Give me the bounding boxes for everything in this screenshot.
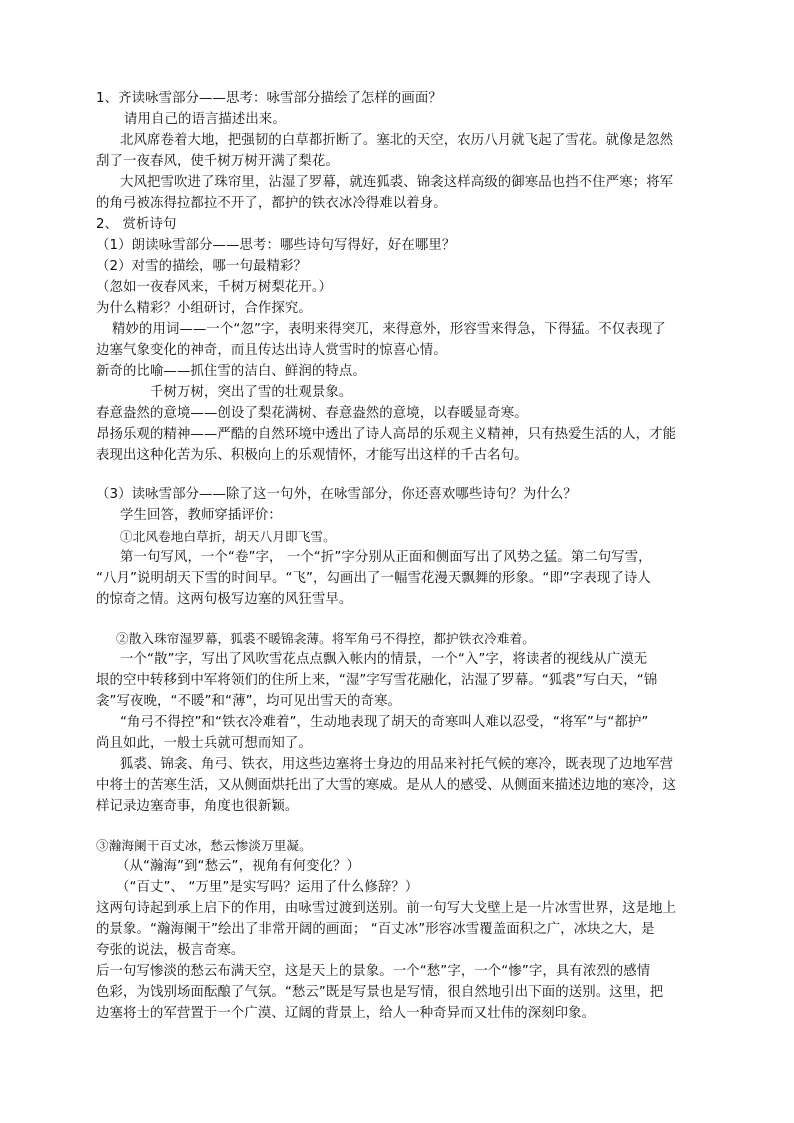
commentary-line: 样记录边塞奇事，角度也很新颖。 xyxy=(96,799,299,814)
guiding-question: （从“瀚海”到“愁云”，视角有何变化？） xyxy=(116,859,360,874)
analysis-line: 春意盎然的意境——创设了梨花满树、春意盎然的意境，以春暖显奇寒。 xyxy=(96,406,528,421)
commentary-line: “八月”说明胡天下雪的时间早。“飞”，勾画出了一幅雪花漫天飘舞的形象。“即”字表现了诗人 xyxy=(96,571,651,586)
commentary-line: 色彩，为饯别场面酝酿了气氛。“愁云”既是写景也是写情，很自然地引出下面的送别。这里，把 xyxy=(96,985,664,1000)
commentary-line: 后一句写惨淡的愁云布满天空，这是天上的景象。一个“愁”字，一个“惨”字，具有浓烈的感情 xyxy=(96,964,651,979)
commentary-line: 的景象。“瀚海阑干”绘出了非常开阔的画面； “百丈冰”形容冰雪覆盖面积之广，冰块之大，是 xyxy=(96,922,655,937)
section-2-quote: （忽如一夜春风来，千树万树梨花开。） xyxy=(96,280,333,295)
commentary-line: 狐裘、锦衾、角弓、铁衣，用这些边塞将士身边的用品来衬托气候的寒冷，既表现了边地军营 xyxy=(120,757,674,772)
section-3-question: （3）读咏雪部分——除了这一句外，在咏雪部分，你还喜欢哪些诗句？为什么？ xyxy=(96,487,577,502)
commentary-line: 中将士的苦寒生活，又从侧面烘托出了大雪的寒威。是从人的感受、从侧面来描述边地的寒冷，这 xyxy=(96,778,677,793)
commentary-line: 尚且如此，一般士兵就可想而知了。 xyxy=(96,736,312,751)
poem-quote-2: ②散入珠帘湿罗幕，狐裘不暖锦衾薄。将军角弓不得控，都护铁衣冷难着。 xyxy=(116,631,535,646)
section-3-intro: 学生回答，教师穿插评价： xyxy=(120,508,282,523)
paraphrase-line: 的角弓被冻得拉都拉不开了，都护的铁衣冰冷得难以着身。 xyxy=(96,196,447,211)
document-page xyxy=(96,88,696,1024)
commentary-line: 第一句写风，一个“卷”字， 一个“折”字分别从正面和侧面写出了风势之猛。第二句写雪， xyxy=(120,550,652,565)
analysis-line: 精妙的用词——一个“忽”字，表明来得突兀，来得意外，形容雪来得急，下得猛。不仅表现了 xyxy=(112,322,666,337)
guiding-question: （“百丈”、 “万里”是实写吗？运用了什么修辞？） xyxy=(116,880,419,895)
commentary-line: 边塞将士的军营置于一个广漠、辽阔的背景上，给人一种奇异而又壮伟的深刻印象。 xyxy=(96,1006,596,1021)
section-2-question-2: （2）对雪的描绘，哪一句最精彩？ xyxy=(96,259,307,274)
section-2-question-1: （1）朗读咏雪部分——思考：哪些诗句写得好，好在哪里？ xyxy=(96,238,456,253)
paraphrase-line: 北风席卷着大地，把强韧的白草都折断了。塞北的天空，农历八月就飞起了雪花。就像是忽然 xyxy=(120,133,674,148)
commentary-line: 衾”写夜晚，“不暖”和“薄”，均可见出雪天的奇寒。 xyxy=(96,694,401,709)
commentary-line: 垠的空中转移到中军将领们的住所上来，“湿”字写雪花融化，沾湿了罗幕。“狐裘”写白天，“锦 xyxy=(96,673,658,688)
section-1-heading: 1、齐读咏雪部分——思考：咏雪部分描绘了怎样的画面？ xyxy=(96,91,442,106)
commentary-line: “角弓不得控”和“铁衣冷难着”，生动地表现了胡天的奇寒叫人难以忍受，“将军”与“都护” xyxy=(120,715,649,730)
analysis-line: 千树万树，突出了雪的壮观景象。 xyxy=(150,385,353,400)
commentary-line: 这两句诗起到承上启下的作用，由咏雪过渡到送别。前一句写大戈壁上是一片冰雪世界，这是地上 xyxy=(96,901,677,916)
analysis-line: 边塞气象变化的神奇，而且传达出诗人赏雪时的惊喜心情。 xyxy=(96,343,447,358)
section-2-why: 为什么精彩？小组研讨，合作探究。 xyxy=(96,301,312,316)
section-1-instruction: 请用自己的语言描述出来。 xyxy=(124,112,286,127)
analysis-line: 表现出这种化苦为乐、积极向上的乐观情怀，才能写出这样的千古名句。 xyxy=(96,448,528,463)
poem-quote-1: ①北风卷地白草折，胡天八月即飞雪。 xyxy=(120,529,336,544)
commentary-line: 的惊奇之情。这两句极写边塞的风狂雪早。 xyxy=(96,592,353,607)
section-2-heading: 2、 赏析诗句 xyxy=(96,217,177,232)
commentary-line: 夸张的说法，极言奇寒。 xyxy=(96,943,245,958)
poem-quote-3: ③瀚海阑干百丈冰，愁云惨淡万里凝。 xyxy=(96,838,312,853)
paraphrase-line: 刮了一夜春风，使千树万树开满了梨花。 xyxy=(96,154,339,169)
analysis-line: 新奇的比喻——抓住雪的洁白、鲜润的特点。 xyxy=(96,364,366,379)
analysis-line: 昂扬乐观的精神——严酷的自然环境中透出了诗人高昂的乐观主义精神，只有热爱生活的人，才能 xyxy=(96,427,677,442)
paraphrase-line: 大风把雪吹进了珠帘里，沾湿了罗幕，就连狐裘、锦衾这样高级的御寒品也挡不住严寒；将军 xyxy=(120,175,674,190)
commentary-line: 一个“散”字，写出了风吹雪花点点飘入帐内的情景，一个“入”字，将读者的视线从广漠无 xyxy=(120,652,648,667)
